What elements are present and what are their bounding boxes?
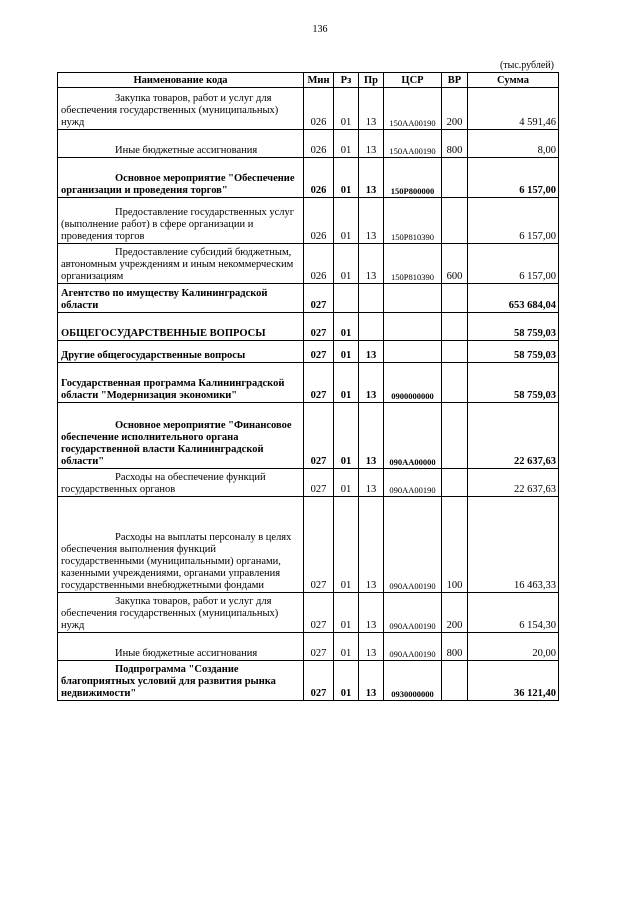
header-min: Мин (304, 73, 334, 88)
row-pr: 13 (359, 158, 384, 198)
row-min: 027 (304, 284, 334, 313)
table-row (58, 403, 559, 469)
row-name: Закупка товаров, работ и услуг для обеспечения государственных (муниципальных) нужд (58, 593, 304, 633)
row-name: Основное мероприятие "Финансовое обеспечение исполнительного органа государственной власти Калининградской области" (58, 403, 304, 469)
table-row (58, 661, 559, 701)
row-csr (384, 313, 442, 341)
row-name: Агентство по имуществу Калининградской области (58, 284, 304, 313)
row-rz: 01 (334, 244, 359, 284)
row-csr: 090АА00190 (384, 497, 442, 593)
row-pr: 13 (359, 244, 384, 284)
unit-note: (тыс.рублей) (499, 60, 554, 71)
row-name: ОБЩЕГОСУДАРСТВЕННЫЕ ВОПРОСЫ (58, 313, 304, 341)
header-rz: Рз (334, 73, 359, 88)
row-name: Другие общегосударственные вопросы (58, 341, 304, 363)
row-vr (442, 284, 468, 313)
header-name: Наименование кода (58, 73, 304, 88)
table-row (58, 341, 559, 363)
table-row (58, 244, 559, 284)
page-number: 136 (312, 24, 328, 35)
row-pr: 13 (359, 633, 384, 661)
row-vr: 800 (442, 130, 468, 158)
row-pr (359, 284, 384, 313)
row-name: Закупка товаров, работ и услуг для обеспечения государственных (муниципальных) нужд (58, 88, 304, 130)
row-csr: 090АА00190 (384, 469, 442, 497)
row-sum: 6 157,00 (468, 198, 559, 244)
row-sum: 58 759,03 (468, 363, 559, 403)
row-pr: 13 (359, 341, 384, 363)
table-row (58, 130, 559, 158)
table-row (58, 284, 559, 313)
row-rz: 01 (334, 198, 359, 244)
row-min: 027 (304, 633, 334, 661)
row-sum: 8,00 (468, 130, 559, 158)
row-min: 027 (304, 593, 334, 633)
row-rz: 01 (334, 313, 359, 341)
row-sum: 4 591,46 (468, 88, 559, 130)
row-sum: 6 157,00 (468, 244, 559, 284)
table-row (58, 363, 559, 403)
row-csr: 090АА00000 (384, 403, 442, 469)
row-rz: 01 (334, 341, 359, 363)
row-name: Расходы на выплаты персоналу в целях обеспечения выполнения функций государственными (муниципальными) органами, казенными учреждениями, органами управления государственными внебюджетными фондами (58, 497, 304, 593)
table-row (58, 198, 559, 244)
row-pr (359, 313, 384, 341)
row-min: 027 (304, 469, 334, 497)
row-vr: 800 (442, 633, 468, 661)
row-sum: 22 637,63 (468, 469, 559, 497)
row-min: 027 (304, 363, 334, 403)
row-vr (442, 158, 468, 198)
row-rz: 01 (334, 130, 359, 158)
row-rz: 01 (334, 88, 359, 130)
row-vr (442, 403, 468, 469)
row-name: Иные бюджетные ассигнования (58, 633, 304, 661)
row-min: 026 (304, 198, 334, 244)
row-csr: 0900000000 (384, 363, 442, 403)
row-pr: 13 (359, 88, 384, 130)
table-row (58, 313, 559, 341)
row-pr: 13 (359, 661, 384, 701)
row-rz: 01 (334, 403, 359, 469)
row-vr (442, 313, 468, 341)
header-sum: Сумма (468, 73, 559, 88)
table-row (58, 88, 559, 130)
row-min: 027 (304, 313, 334, 341)
row-sum: 16 463,33 (468, 497, 559, 593)
row-min: 026 (304, 244, 334, 284)
row-vr (442, 469, 468, 497)
row-csr: 150АА00190 (384, 130, 442, 158)
row-min: 027 (304, 403, 334, 469)
row-name: Расходы на обеспечение функций государственных органов (58, 469, 304, 497)
row-csr: 150АА00190 (384, 88, 442, 130)
budget-table (57, 72, 559, 701)
row-min: 027 (304, 661, 334, 701)
header-csr: ЦСР (384, 73, 442, 88)
table-header-row (58, 73, 559, 88)
row-csr: 090АА00190 (384, 633, 442, 661)
row-sum: 58 759,03 (468, 313, 559, 341)
row-min: 027 (304, 341, 334, 363)
row-sum: 22 637,63 (468, 403, 559, 469)
row-rz (334, 284, 359, 313)
row-rz: 01 (334, 661, 359, 701)
row-vr (442, 363, 468, 403)
row-sum: 36 121,40 (468, 661, 559, 701)
row-sum: 6 154,30 (468, 593, 559, 633)
table-row (58, 593, 559, 633)
row-pr: 13 (359, 198, 384, 244)
row-min: 026 (304, 130, 334, 158)
row-csr: 150Р810390 (384, 244, 442, 284)
row-pr: 13 (359, 130, 384, 158)
row-rz: 01 (334, 633, 359, 661)
row-vr: 200 (442, 88, 468, 130)
row-name: Предоставление субсидий бюджетным, автономным учреждениям и иным некоммерческим организациям (58, 244, 304, 284)
header-pr: Пр (359, 73, 384, 88)
row-csr: 150Р810390 (384, 198, 442, 244)
row-csr: 150Р800000 (384, 158, 442, 198)
row-pr: 13 (359, 469, 384, 497)
row-name: Основное мероприятие "Обеспечение организации и проведения торгов" (58, 158, 304, 198)
row-vr: 100 (442, 497, 468, 593)
row-rz: 01 (334, 363, 359, 403)
table-row (58, 497, 559, 593)
row-sum: 20,00 (468, 633, 559, 661)
row-rz: 01 (334, 469, 359, 497)
table-row (58, 158, 559, 198)
row-vr: 600 (442, 244, 468, 284)
row-sum: 58 759,03 (468, 341, 559, 363)
row-rz: 01 (334, 593, 359, 633)
row-min: 026 (304, 158, 334, 198)
row-vr (442, 198, 468, 244)
row-min: 026 (304, 88, 334, 130)
row-vr (442, 341, 468, 363)
row-pr: 13 (359, 363, 384, 403)
row-pr: 13 (359, 593, 384, 633)
row-name: Иные бюджетные ассигнования (58, 130, 304, 158)
row-sum: 653 684,04 (468, 284, 559, 313)
row-csr (384, 341, 442, 363)
row-csr: 0930000000 (384, 661, 442, 701)
table-row (58, 633, 559, 661)
row-name: Подпрограмма "Создание благоприятных условий для развития рынка недвижимости" (58, 661, 304, 701)
row-pr: 13 (359, 497, 384, 593)
row-pr: 13 (359, 403, 384, 469)
table-row (58, 469, 559, 497)
row-rz: 01 (334, 158, 359, 198)
row-vr (442, 661, 468, 701)
row-sum: 6 157,00 (468, 158, 559, 198)
row-min: 027 (304, 497, 334, 593)
header-vr: ВР (442, 73, 468, 88)
row-rz: 01 (334, 497, 359, 593)
row-csr: 090АА00190 (384, 593, 442, 633)
row-name: Государственная программа Калининградской области "Модернизация экономики" (58, 363, 304, 403)
row-name: Предоставление государственных услуг (выполнение работ) в сфере организации и проведения торгов (58, 198, 304, 244)
row-vr: 200 (442, 593, 468, 633)
row-csr (384, 284, 442, 313)
